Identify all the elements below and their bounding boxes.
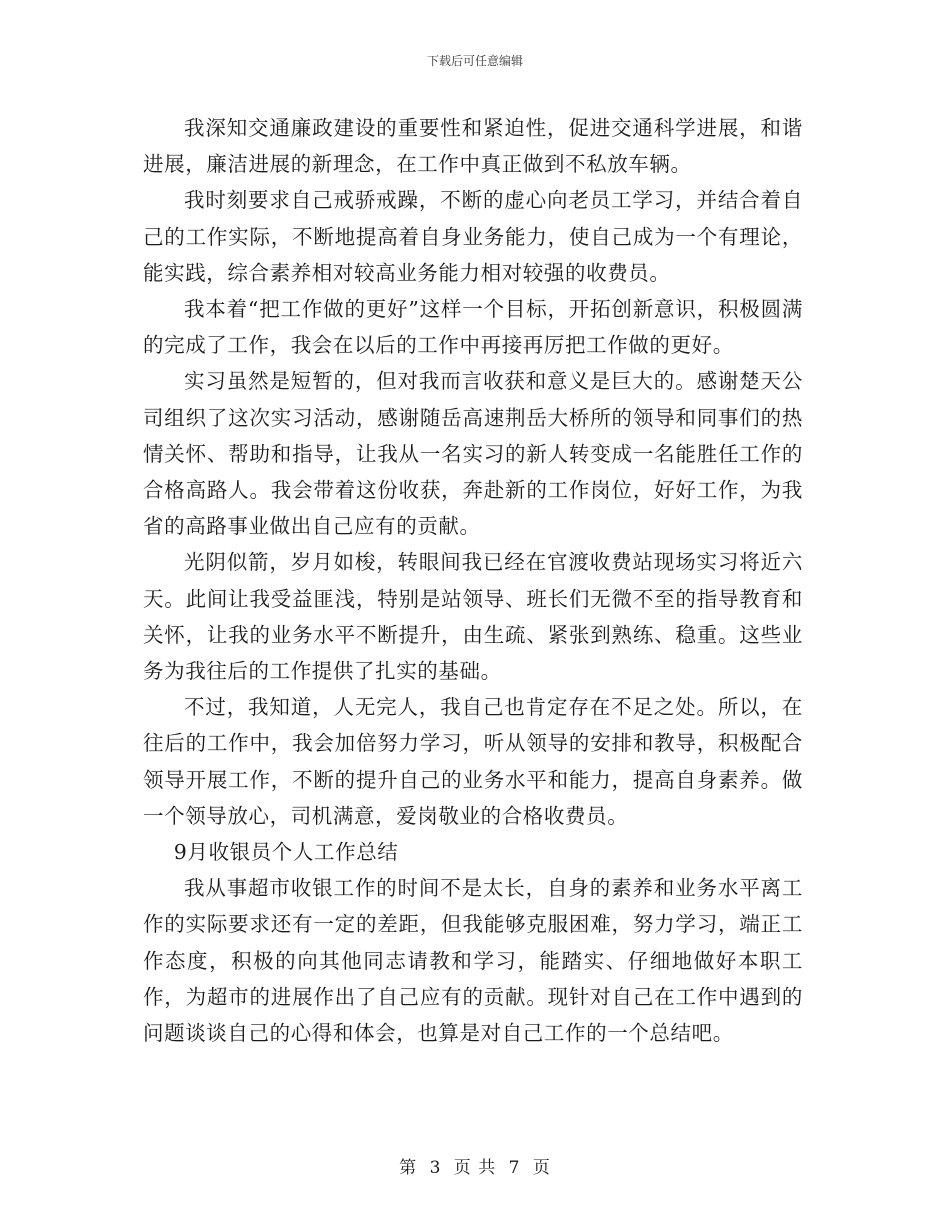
footer-middle: 页 共 (453, 1158, 497, 1178)
paragraph-7: 我从事超市收银工作的时间不是太长，自身的素养和业务水平离工作的实际要求还有一定的差距，但我能够克服困难，努力学习，端正工作态度，积极的向其他同志请教和学习，能踏实、仔细地做好本职工作，为超市的进展作出了自己应有的贡献。现针对自己在工作中遇到的问题谈谈自己的心得和体会，也算是对自己工作的一个总结吧。 (143, 876, 803, 1046)
paragraph-2: 我时刻要求自己戒骄戒躁，不断的虚心向老员工学习，并结合着自己的工作实际，不断地提高着自身业务能力，使自己成为一个有理论，能实践，综合素养相对较高业务能力相对较强的收费员。 (143, 188, 803, 285)
paragraph-5: 光阴似箭，岁月如梭，转眼间我已经在官渡收费站现场实习将近六天。此间让我受益匪浅，特别是站领导、班长们无微不至的指导教育和关怀，让我的业务水平不断提升，由生疏、紧张到熟练、稳重。这些业务为我往后的工作提供了扎实的基础。 (143, 550, 803, 684)
paragraph-4: 实习虽然是短暂的，但对我而言收获和意义是巨大的。感谢楚天公司组织了这次实习活动，感谢随岳高速荆岳大桥所的领导和同事们的热情关怀、帮助和指导，让我从一名实习的新人转变成一名能胜任工作的合格高路人。我会带着这份收获，奔赴新的工作岗位，好好工作，为我省的高路事业做出自己应有的贡献。 (143, 369, 803, 539)
total-pages-number: 7 (508, 1158, 521, 1178)
paragraph-6: 不过，我知道，人无完人，我自己也肯定存在不足之处。所以，在往后的工作中，我会加倍努力学习，听从领导的安排和教导，积极配合领导开展工作，不断的提升自己的业务水平和能力，提高自身素养。做一个领导放心，司机满意，爱岗敬业的合格收费员。 (143, 695, 803, 828)
page-footer (0, 1153, 950, 1178)
paragraph-1: 我深知交通廉政建设的重要性和紧迫性，促进交通科学进展，和谐进展，廉洁进展的新理念，在工作中真正做到不私放车辆。 (143, 116, 803, 177)
paragraph-3: 我本着“把工作做的更好”这样一个目标，开拓创新意识，积极圆满的完成了工作，我会在以后的工作中再接再厉把工作做的更好。 (143, 297, 803, 358)
current-page-number: 3 (429, 1158, 442, 1178)
page-header: 下载后可任意编辑 (426, 54, 523, 68)
footer-prefix: 第 (399, 1158, 418, 1178)
footer-suffix: 页 (532, 1158, 551, 1178)
document-body (143, 110, 803, 1051)
section-heading: 9月收银员个人工作总结 (173, 840, 399, 865)
